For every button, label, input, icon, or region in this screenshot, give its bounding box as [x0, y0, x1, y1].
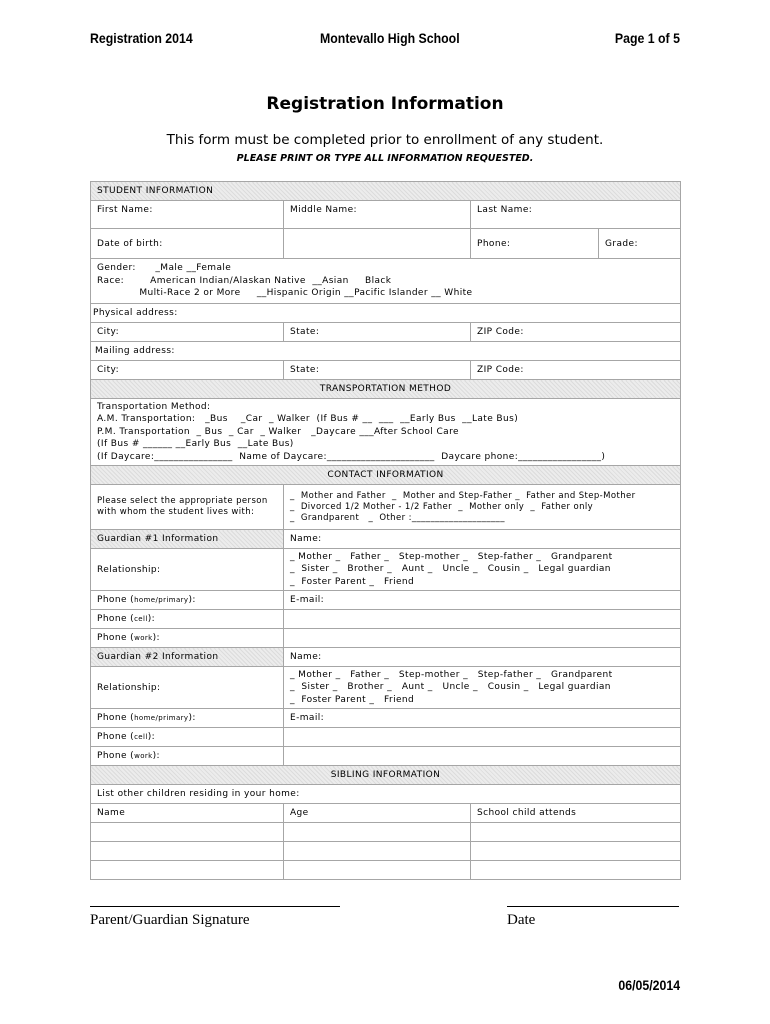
- date-label: Date: [507, 912, 536, 928]
- guardian-1-relationship-row-2[interactable]: _ Sister _ Brother _ Aunt _ Uncle _ Cousin _ Legal guardian: [290, 564, 611, 575]
- guardian-1-name-label: Name:: [290, 534, 322, 544]
- guardian-2-relationship-row-1[interactable]: _ Mother _ Father _ Step-mother _ Step-father _ Grandparent: [290, 669, 613, 680]
- guardian-1-phone-cell-label: Phone (cell):: [97, 614, 156, 624]
- guardian-1-relationship-options[interactable]: [284, 549, 681, 591]
- guardian-2-blank-cell[interactable]: [284, 728, 681, 747]
- lives-with-option-row-3[interactable]: _ Grandparent _ Other :____________________: [290, 512, 505, 523]
- signature-label: Parent/Guardian Signature: [90, 912, 250, 928]
- middle-name-label: Middle Name:: [290, 205, 357, 215]
- guardian-2-email-field[interactable]: [284, 709, 681, 728]
- sibling-3-name-cell[interactable]: [91, 861, 284, 880]
- guardian-1-blank-work[interactable]: [284, 629, 681, 648]
- mailing-zip-label: ZIP Code:: [477, 365, 524, 375]
- section-sibling-information: SIBLING INFORMATION: [91, 766, 681, 785]
- guardian-1-phone-home-field[interactable]: [91, 591, 284, 610]
- zip-field[interactable]: [471, 323, 681, 342]
- instruction-note: PLEASE PRINT OR TYPE ALL INFORMATION REQUESTED.: [236, 153, 534, 164]
- lives-with-option-row-1[interactable]: _ Mother and Father _ Mother and Step-Father _ Father and Step-Mother: [290, 490, 636, 501]
- date-line[interactable]: [507, 906, 679, 907]
- last-name-field[interactable]: [471, 201, 681, 229]
- header-page-number: Page 1 of 5: [614, 30, 680, 46]
- transportation-method-label: Transportation Method:: [97, 401, 211, 412]
- lives-with-options[interactable]: [284, 485, 681, 530]
- race-options-2[interactable]: Multi-Race 2 or More __Hispanic Origin __Pacific Islander __ White: [97, 288, 473, 299]
- sibling-2-school-cell[interactable]: [471, 842, 681, 861]
- guardian-2-name-label: Name:: [290, 652, 322, 662]
- sibling-col-school: School child attends: [471, 804, 681, 823]
- lives-with-instruction: [91, 485, 284, 530]
- guardian-2-relationship-row-2[interactable]: _ Sister _ Brother _ Aunt _ Uncle _ Cousin _ Legal guardian: [290, 682, 611, 693]
- guardian-2-header: Guardian #2 Information: [91, 648, 284, 667]
- guardian-1-email-field[interactable]: [284, 591, 681, 610]
- pm-transportation-options[interactable]: P.M. Transportation _ Bus _ Car _ Walker _Daycare ___After School Care: [97, 426, 459, 437]
- registration-form: [90, 181, 681, 880]
- guardian-1-header: Guardian #1 Information: [91, 530, 284, 549]
- grade-field[interactable]: [599, 229, 681, 259]
- mailing-state-field[interactable]: [284, 361, 471, 380]
- section-contact-information: CONTACT INFORMATION: [91, 466, 681, 485]
- state-field[interactable]: [284, 323, 471, 342]
- section-student-information: STUDENT INFORMATION: [91, 182, 681, 201]
- mailing-state-label: State:: [290, 365, 320, 375]
- city-label: City:: [97, 327, 120, 337]
- sibling-2-age-cell[interactable]: [284, 842, 471, 861]
- transportation-field[interactable]: [91, 399, 681, 466]
- physical-address-label: Physical address:: [93, 308, 178, 318]
- guardian-1-phone-work-field[interactable]: [91, 629, 284, 648]
- sibling-2-name-cell[interactable]: [91, 842, 284, 861]
- state-label: State:: [290, 327, 320, 337]
- city-field[interactable]: [91, 323, 284, 342]
- mailing-city-label: City:: [97, 365, 120, 375]
- first-name-field[interactable]: [91, 201, 284, 229]
- guardian-2-name-field[interactable]: [284, 648, 681, 667]
- gender-race-field[interactable]: [91, 259, 681, 304]
- siblings-intro: List other children residing in your home:: [91, 785, 681, 804]
- mailing-address-field[interactable]: [91, 342, 681, 361]
- header-school: Montevallo High School: [320, 30, 460, 46]
- guardian-2-email-label: E-mail:: [290, 713, 325, 723]
- race-options[interactable]: Race: American Indian/Alaskan Native __Asian Black: [97, 275, 392, 286]
- header-left: Registration 2014: [90, 30, 193, 46]
- page-subtitle: This form must be completed prior to enrollment of any student.: [166, 132, 604, 148]
- guardian-2-phone-home-label: Phone (home/primary):: [97, 713, 196, 723]
- last-name-label: Last Name:: [477, 205, 533, 215]
- guardian-1-blank-cell[interactable]: [284, 610, 681, 629]
- student-phone-field[interactable]: [471, 229, 599, 259]
- guardian-2-phone-cell-field[interactable]: [91, 728, 284, 747]
- guardian-2-relationship-label: Relationship:: [91, 667, 284, 709]
- sibling-3-age-cell[interactable]: [284, 861, 471, 880]
- dob-label: Date of birth:: [97, 238, 163, 249]
- guardian-1-email-label: E-mail:: [290, 595, 325, 605]
- first-name-label: First Name:: [97, 205, 153, 215]
- lives-with-option-row-2[interactable]: _ Divorced 1/2 Mother - 1/2 Father _ Mother only _ Father only: [290, 501, 594, 512]
- sibling-1-name-cell[interactable]: [91, 823, 284, 842]
- student-phone-label: Phone:: [477, 238, 511, 249]
- sibling-1-age-cell[interactable]: [284, 823, 471, 842]
- section-transportation: TRANSPORTATION METHOD: [91, 380, 681, 399]
- guardian-2-relationship-row-3[interactable]: _ Foster Parent _ Friend: [290, 694, 415, 705]
- dob-extra-field[interactable]: [284, 229, 471, 259]
- physical-address-field[interactable]: [91, 304, 681, 323]
- mailing-city-field[interactable]: [91, 361, 284, 380]
- guardian-1-phone-home-label: Phone (home/primary):: [97, 595, 196, 605]
- daycare-options[interactable]: (If Daycare:________________ Name of Daycare:______________________ Daycare phone:_________________): [97, 451, 606, 462]
- signature-line[interactable]: [90, 906, 340, 907]
- footer-date: 06/05/2014: [618, 977, 680, 993]
- sibling-col-age: Age: [284, 804, 471, 823]
- sibling-col-name: Name: [91, 804, 284, 823]
- lives-with-instruction-1: Please select the appropriate person: [97, 496, 268, 506]
- guardian-1-phone-work-label: Phone (work):: [97, 633, 160, 643]
- guardian-2-phone-work-field[interactable]: [91, 747, 284, 766]
- sibling-3-school-cell[interactable]: [471, 861, 681, 880]
- guardian-2-phone-work-label: Phone (work):: [97, 751, 160, 761]
- guardian-2-phone-cell-label: Phone (cell):: [97, 732, 156, 742]
- page-title: Registration Information: [266, 94, 504, 114]
- guardian-1-phone-cell-field[interactable]: [91, 610, 284, 629]
- am-transportation-options[interactable]: A.M. Transportation: _Bus _Car _ Walker (If Bus # __ ___ __Early Bus __Late Bus): [97, 414, 519, 425]
- grade-label: Grade:: [605, 238, 638, 249]
- mailing-address-label: Mailing address:: [95, 346, 175, 356]
- zip-label: ZIP Code:: [477, 327, 524, 337]
- mailing-zip-field[interactable]: [471, 361, 681, 380]
- guardian-2-blank-work[interactable]: [284, 747, 681, 766]
- middle-name-field[interactable]: [284, 201, 471, 229]
- guardian-1-relationship-row-1[interactable]: _ Mother _ Father _ Step-mother _ Step-father _ Grandparent: [290, 551, 613, 562]
- lives-with-instruction-2: with whom the student lives with:: [97, 507, 255, 517]
- guardian-1-name-field[interactable]: [284, 530, 681, 549]
- dob-field[interactable]: [91, 229, 284, 259]
- guardian-1-relationship-row-3[interactable]: _ Foster Parent _ Friend: [290, 576, 415, 587]
- guardian-1-relationship-label: Relationship:: [91, 549, 284, 591]
- gender-options[interactable]: Gender: _Male __Female: [97, 263, 232, 274]
- pm-bus-options[interactable]: (If Bus # ______ __Early Bus __Late Bus): [97, 439, 294, 450]
- guardian-2-relationship-options[interactable]: [284, 667, 681, 709]
- guardian-2-phone-home-field[interactable]: [91, 709, 284, 728]
- sibling-1-school-cell[interactable]: [471, 823, 681, 842]
